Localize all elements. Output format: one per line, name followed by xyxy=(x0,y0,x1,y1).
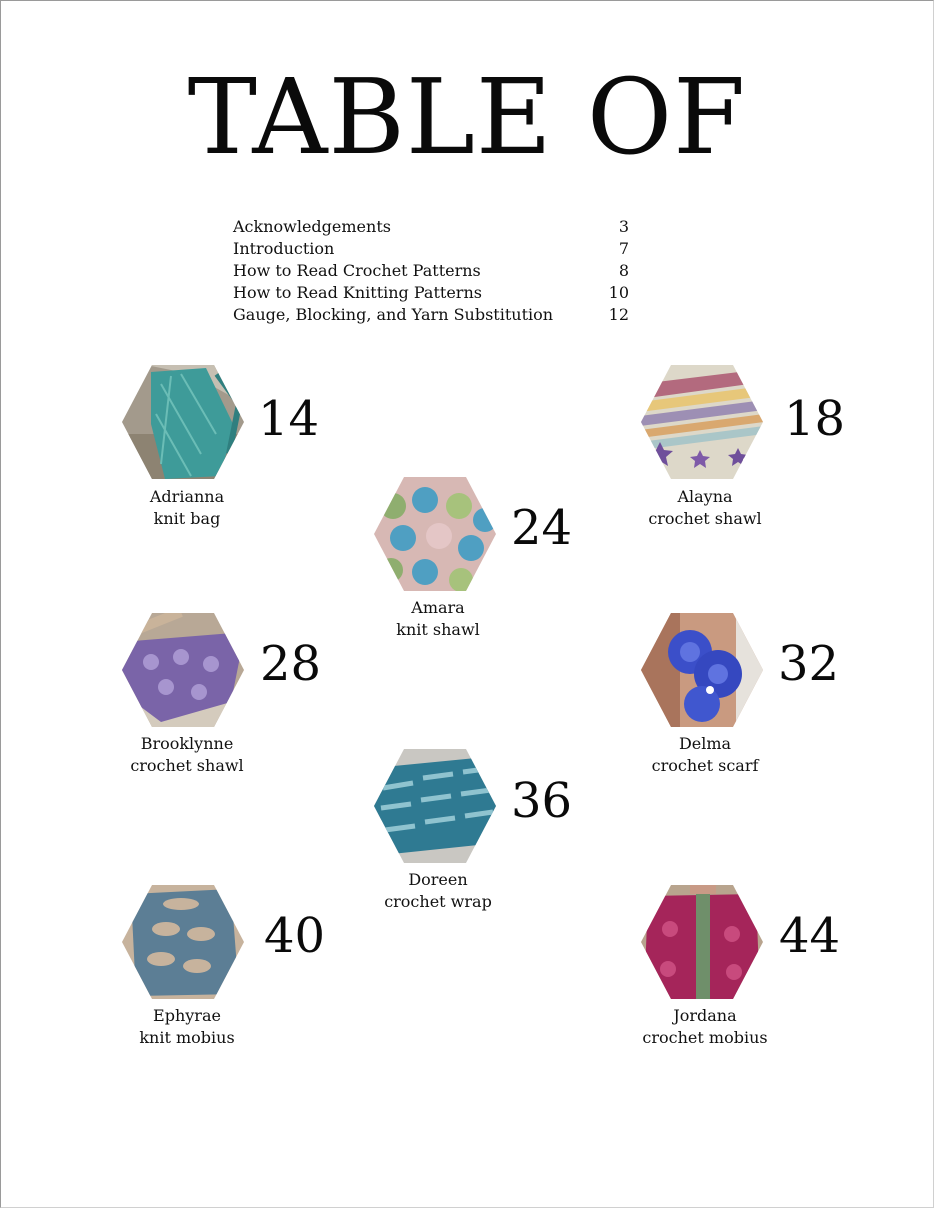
pattern-caption xyxy=(605,733,805,777)
pattern-name: Ephyrae xyxy=(153,1006,221,1025)
toc-entry-page: 3 xyxy=(618,217,629,236)
pattern-caption xyxy=(338,597,538,641)
page-number: 36 xyxy=(511,773,573,829)
pattern-photo-alayna[interactable] xyxy=(640,364,764,480)
pattern-name: Doreen xyxy=(408,870,468,889)
pattern-type: knit shawl xyxy=(396,620,480,639)
toc-entry-page: 7 xyxy=(618,239,629,258)
pattern-name: Alayna xyxy=(677,487,733,506)
toc-entry[interactable] xyxy=(233,238,629,260)
toc-entry[interactable] xyxy=(233,216,629,238)
pattern-photo-doreen[interactable] xyxy=(373,748,497,864)
pattern-photo-adrianna[interactable] xyxy=(121,364,245,480)
page-number: 24 xyxy=(511,500,573,556)
pattern-name: Jordana xyxy=(673,1006,737,1025)
toc-entry-page: 12 xyxy=(608,305,629,324)
pattern-name: Adrianna xyxy=(149,487,225,506)
pattern-caption xyxy=(87,733,287,777)
toc-entry-label: Introduction xyxy=(233,239,335,258)
page-title: TABLE OF xyxy=(187,56,747,178)
pattern-type: crochet shawl xyxy=(130,756,244,775)
page-number: 28 xyxy=(260,636,322,692)
pattern-type: crochet shawl xyxy=(648,509,762,528)
pattern-caption xyxy=(87,1005,287,1049)
pattern-type: crochet wrap xyxy=(384,892,492,911)
toc-entry-label: How to Read Crochet Patterns xyxy=(233,261,481,280)
toc-entry-page: 8 xyxy=(618,261,629,280)
pattern-caption xyxy=(605,486,805,530)
toc-entry[interactable] xyxy=(233,282,629,304)
toc-entry[interactable] xyxy=(233,304,629,326)
pattern-caption xyxy=(605,1005,805,1049)
pattern-name: Amara xyxy=(411,598,465,617)
toc-entry-page: 10 xyxy=(608,283,629,302)
pattern-type: crochet mobius xyxy=(642,1028,768,1047)
pattern-photo-amara[interactable] xyxy=(373,476,497,592)
pattern-name: Delma xyxy=(678,734,732,753)
page-number: 32 xyxy=(778,636,840,692)
pattern-caption xyxy=(338,869,538,913)
toc-list xyxy=(233,216,629,326)
toc-entry-label: Acknowledgements xyxy=(233,217,391,236)
pattern-photo-brooklynne[interactable] xyxy=(121,612,245,728)
pattern-type: crochet scarf xyxy=(651,756,759,775)
pattern-caption xyxy=(87,486,287,530)
page-number: 40 xyxy=(264,908,326,964)
pattern-type: knit mobius xyxy=(139,1028,235,1047)
pattern-photo-delma[interactable] xyxy=(640,612,764,728)
pattern-photo-jordana[interactable] xyxy=(640,884,764,1000)
page-number: 14 xyxy=(258,391,320,447)
toc-entry[interactable] xyxy=(233,260,629,282)
toc-entry-label: Gauge, Blocking, and Yarn Substitution xyxy=(233,305,554,324)
toc-entry-label: How to Read Knitting Patterns xyxy=(233,283,482,302)
pattern-type: knit bag xyxy=(153,509,221,528)
page-number: 44 xyxy=(779,908,841,964)
pattern-photo-ephyrae[interactable] xyxy=(121,884,245,1000)
page-number: 18 xyxy=(784,391,846,447)
pattern-name: Brooklynne xyxy=(140,734,234,753)
